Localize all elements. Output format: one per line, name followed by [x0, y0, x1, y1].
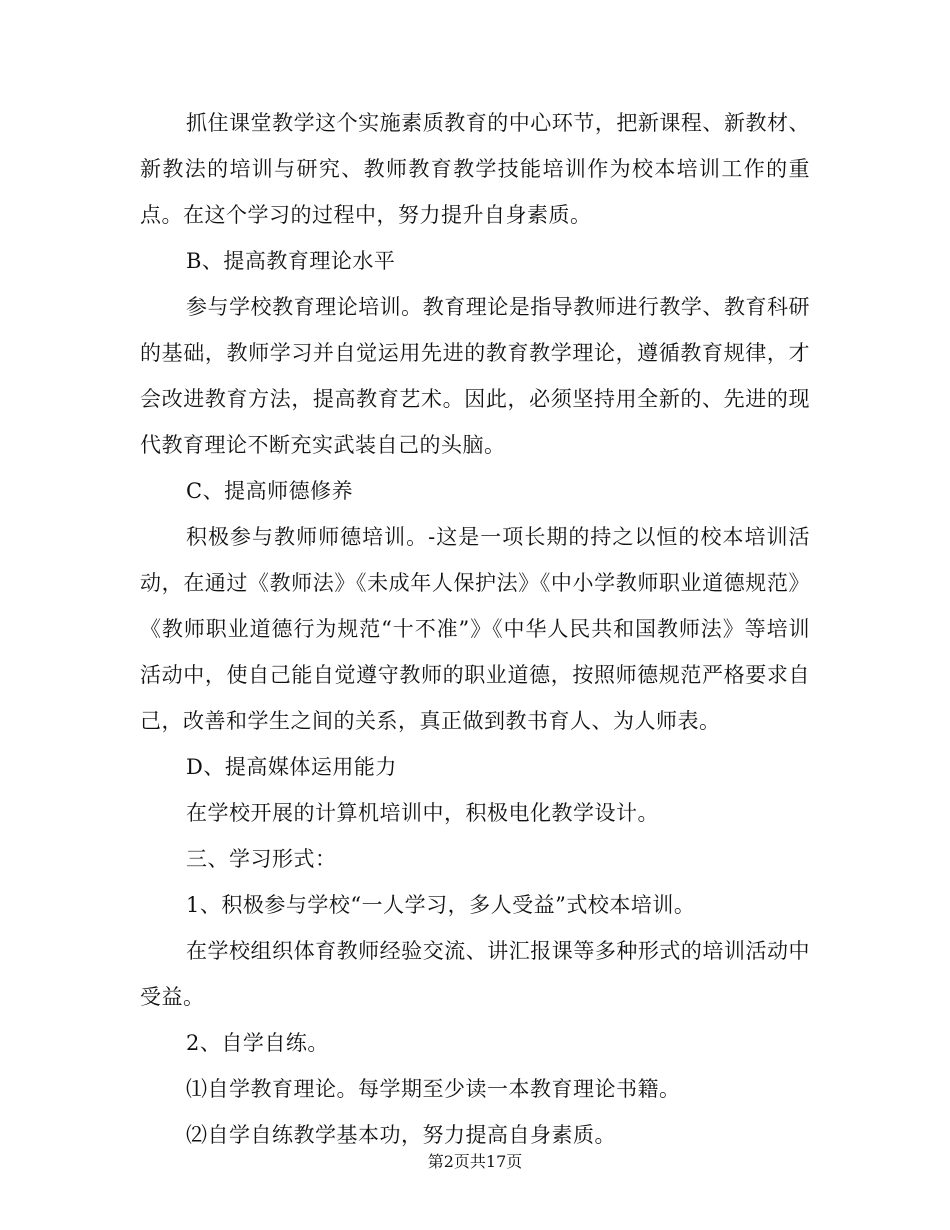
list-item-2: 2、自学自练。 — [186, 1031, 329, 1055]
document-body — [140, 100, 810, 1158]
paragraph-school-training: 抓住课堂教学这个实施素质教育的中心环节，把新课程、新教材、新教法的培训与研究、教师教育教学技能培训作为校本培训工作的重点。在这个学习的过程中，努力提升自身素质。 — [140, 111, 810, 227]
heading-learning-forms: 三、学习形式： — [186, 847, 337, 871]
page-number: 第2页共17页 — [427, 1152, 523, 1171]
heading-ethics: C、提高师德修养 — [186, 479, 354, 503]
heading-theory-level: B、提高教育理论水平 — [186, 249, 396, 273]
paragraph-ethics-training: 积极参与教师师德培训。-这是一项长期的持之以恒的校本培训活动，在通过《教师法》《未成年人保护法》《中小学教师职业道德规范》《教师职业道德行为规范“十不准”》《中华人民共和国教师法》等培训活动中，使自己能自觉遵守教师的职业道德，按照师德规范严格要求自己，改善和学生之间的关系，真正做到教书育人、为人师表。 — [140, 525, 810, 733]
paragraph-media-training: 在学校开展的计算机培训中，积极电化教学设计。 — [186, 801, 659, 825]
sub-item-1: ⑴自学教育理论。每学期至少读一本教育理论书籍。 — [186, 1077, 681, 1101]
sub-item-2: ⑵自学自练教学基本功，努力提高自身素质。 — [186, 1123, 616, 1147]
heading-media: D、提高媒体运用能力 — [186, 755, 397, 779]
list-item-1: 1、积极参与学校“一人学习，多人受益”式校本培训。 — [186, 893, 696, 917]
paragraph-theory-training: 参与学校教育理论培训。教育理论是指导教师进行教学、教育科研的基础，教师学习并自觉运用先进的教育教学理论，遵循教育规律，才会改进教育方法，提高教育艺术。因此，必须坚持用全新的、先进的现代教育理论不断充实武装自己的头脑。 — [140, 295, 810, 457]
paragraph-exchange: 在学校组织体育教师经验交流、讲汇报课等多种形式的培训活动中受益。 — [140, 939, 810, 1009]
